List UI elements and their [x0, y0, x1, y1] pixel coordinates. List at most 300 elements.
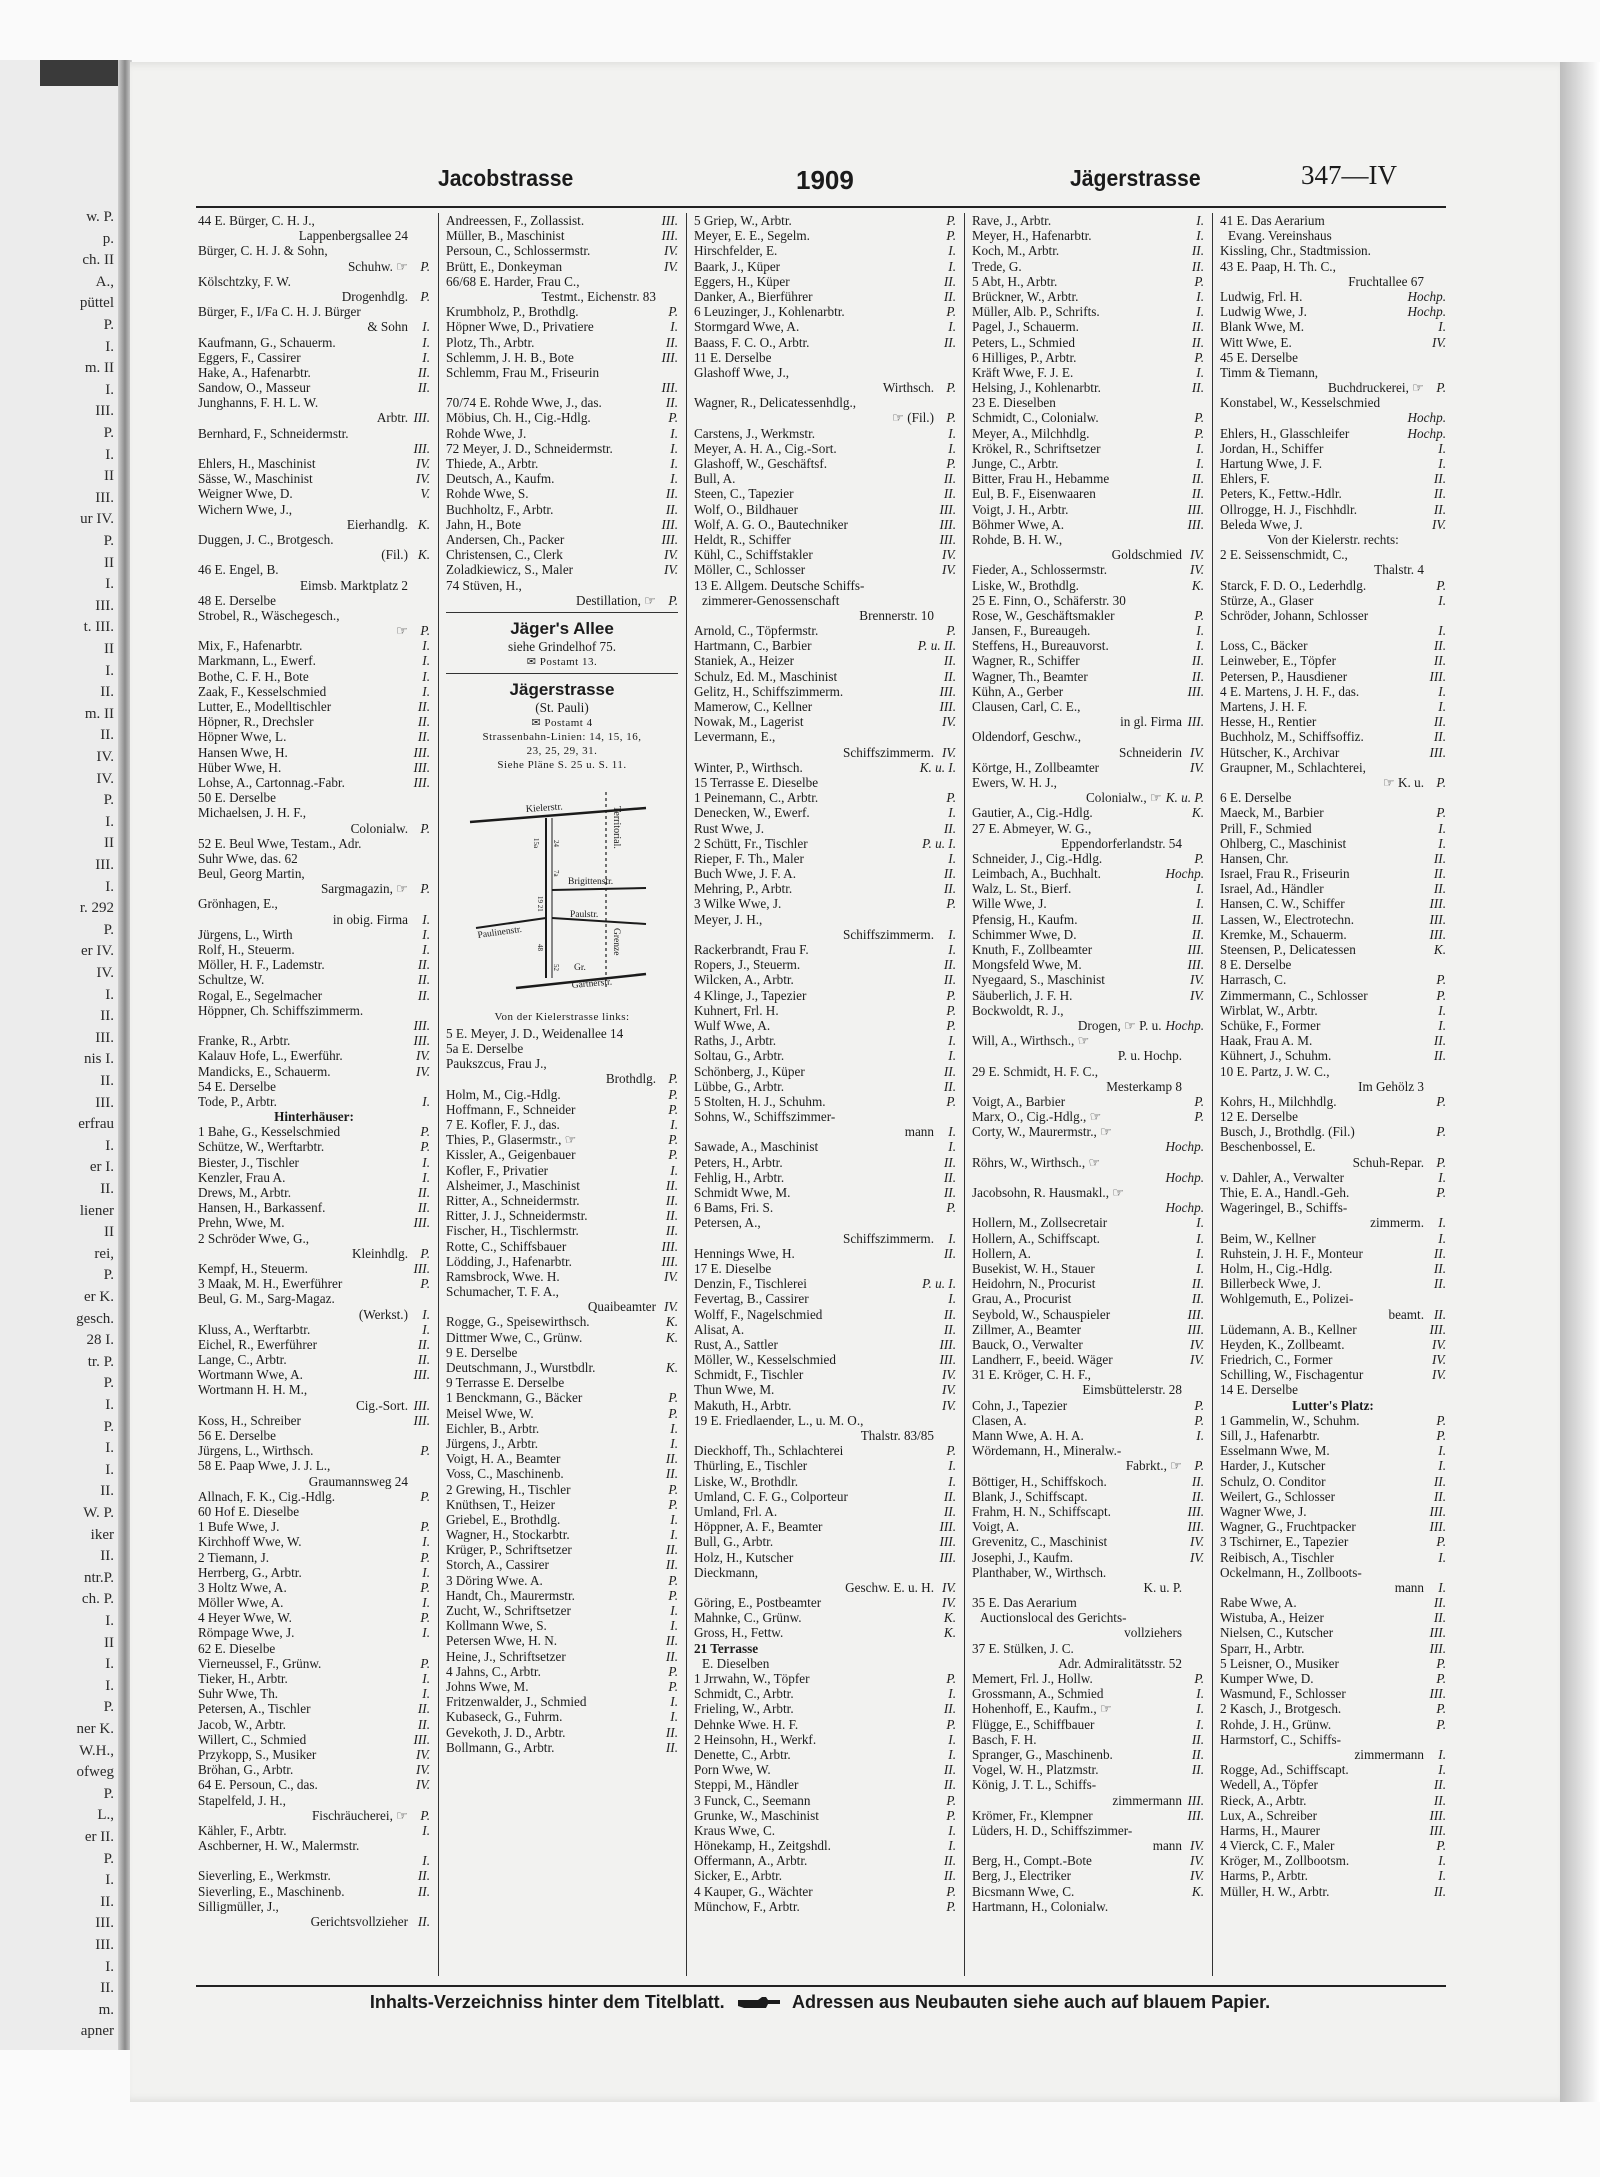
- left-page-fragment: II.: [100, 1548, 114, 1565]
- entry-text: zimmerer-Genossenschaft: [702, 592, 840, 608]
- entry-text: Haak, Frau A. M.: [1220, 1033, 1313, 1049]
- directory-entry: [1220, 1610, 1446, 1625]
- entry-floor: P.: [946, 304, 956, 320]
- directory-entry: [694, 1443, 956, 1458]
- entry-text: Wolf, O., Bildhauer: [694, 501, 799, 517]
- left-page-fragment: P.: [103, 921, 114, 938]
- entry-floor: IV.: [941, 562, 956, 578]
- entry-floor: Hochp.: [1165, 866, 1204, 882]
- directory-entry: [972, 1534, 1204, 1549]
- entry-text: Glashoff, W., Geschäftsf.: [694, 456, 828, 471]
- entry-floor: IV.: [941, 1397, 956, 1413]
- directory-entry: [694, 1504, 956, 1519]
- directory-entry: [972, 684, 1204, 699]
- entry-text: Nowak, M., Lagerist: [694, 714, 804, 730]
- directory-entry: [972, 775, 1204, 790]
- entry-floor: K.: [943, 1625, 956, 1641]
- entry-floor: [1424, 274, 1446, 289]
- entry-floor: P.: [420, 623, 430, 639]
- entry-text: mann: [1394, 1579, 1424, 1595]
- entry-text: 1 Gammelin, W., Schuhm.: [1220, 1412, 1360, 1428]
- entry-floor: P.: [420, 881, 430, 897]
- directory-entry: [198, 729, 430, 744]
- left-page-fragment: m. II: [84, 705, 114, 722]
- entry-text: Colonialw., ☞: [1085, 790, 1162, 806]
- entry-floor: [408, 1428, 430, 1443]
- left-page-fragment: II.: [100, 727, 114, 744]
- entry-floor: I.: [670, 1435, 678, 1451]
- entry-floor: P.: [1194, 1109, 1204, 1125]
- directory-entry: [972, 1307, 1204, 1322]
- directory-entry: [694, 1732, 956, 1747]
- directory-entry: [198, 1246, 430, 1261]
- entry-floor: III.: [661, 228, 678, 244]
- directory-entry: [694, 1064, 956, 1079]
- map-number: 7a: [552, 869, 560, 877]
- entry-text: Röhrs, W., Wirthsch., ☞: [972, 1154, 1101, 1170]
- left-page-fragment: liener: [79, 1202, 114, 1219]
- entry-text: Liske, W., Brothdlr.: [694, 1473, 799, 1489]
- entry-text: Deutschmann, J., Wurstbdlr.: [446, 1360, 596, 1375]
- directory-entry: [1220, 1443, 1446, 1458]
- entry-text: Höppner, Ch. Schiffszimmerm.: [198, 1002, 364, 1018]
- entry-floor: I.: [1196, 228, 1204, 244]
- entry-floor: P.: [1436, 1185, 1446, 1200]
- entry-text: 12 E. Derselbe: [1220, 1109, 1298, 1125]
- entry-floor: II.: [1191, 319, 1204, 335]
- entry-text: Kölschtzky, F. W.: [198, 273, 291, 289]
- entry-floor: I.: [422, 1625, 430, 1641]
- directory-entry: [694, 1793, 956, 1808]
- entry-text: Geschw. E. u. H.: [845, 1579, 934, 1595]
- directory-entry: [198, 1382, 430, 1397]
- directory-entry: [1220, 1762, 1446, 1777]
- entry-floor: P.: [668, 1101, 678, 1117]
- entry-floor: P.: [420, 1807, 430, 1823]
- directory-entry: [694, 1656, 956, 1671]
- entry-text: & Sohn: [367, 319, 408, 335]
- entry-text: Schneider, J., Cig.-Hdlg.: [972, 850, 1103, 866]
- left-page-fragment: I.: [105, 1677, 114, 1694]
- directory-entry: [198, 1337, 430, 1352]
- entry-floor: II.: [943, 1777, 956, 1793]
- left-page-fragment: P.: [103, 1418, 114, 1435]
- entry-text: Lutter's Platz:: [1292, 1397, 1374, 1413]
- directory-entry: [1220, 957, 1446, 972]
- entry-floor: II.: [943, 1063, 956, 1079]
- entry-floor: [408, 1641, 430, 1656]
- directory-entry: [446, 1284, 678, 1299]
- entry-floor: IV.: [941, 714, 956, 730]
- directory-entry: [198, 426, 430, 441]
- entry-floor: I.: [422, 1169, 430, 1185]
- directory-entry: [1220, 578, 1446, 593]
- entry-text: Rieper, F. Th., Maler: [694, 850, 804, 866]
- entry-floor: III.: [1429, 926, 1446, 942]
- entry-floor: P.: [946, 1898, 956, 1914]
- directory-entry: [972, 729, 1204, 744]
- entry-floor: III.: [939, 1519, 956, 1535]
- directory-entry: [694, 805, 956, 820]
- entry-text: Sparr, H., Arbtr.: [1220, 1640, 1305, 1656]
- entry-floor: I.: [948, 805, 956, 821]
- entry-text: Müller, Alb. P., Schrifts.: [972, 304, 1100, 320]
- directory-entry: [694, 335, 956, 350]
- entry-text: Kirchhoff Wwe, W.: [198, 1534, 302, 1550]
- left-page-fragment: I.: [105, 1958, 114, 1975]
- entry-floor: P.: [1436, 1701, 1446, 1717]
- entry-floor: III.: [1429, 744, 1446, 760]
- entry-floor: IV.: [663, 258, 678, 274]
- directory-entry: [972, 1382, 1204, 1397]
- left-page-fragment: I.: [105, 878, 114, 895]
- entry-text: Thalstr. 83/85: [860, 1428, 934, 1443]
- directory-entry: [694, 1337, 956, 1352]
- left-page-fragment: III.: [95, 1029, 114, 1046]
- entry-floor: III.: [1187, 714, 1204, 730]
- directory-entry: [972, 988, 1204, 1003]
- directory-entry: [972, 1413, 1204, 1428]
- entry-floor: [408, 532, 430, 547]
- directory-entry: [972, 1261, 1204, 1276]
- entry-floor: II.: [1191, 1731, 1204, 1747]
- entry-floor: III.: [939, 683, 956, 699]
- directory-entry: [694, 1033, 956, 1048]
- directory-entry: [694, 836, 956, 851]
- directory-entry: [1220, 456, 1446, 471]
- directory-entry: [198, 1762, 430, 1777]
- directory-entry: [972, 927, 1204, 942]
- entry-floor: P.: [946, 213, 956, 228]
- entry-text: Sieverling, E., Maschinenb.: [198, 1883, 345, 1899]
- entry-text: 3 Maak, M. H., Ewerführer: [198, 1276, 343, 1292]
- entry-text: Junghanns, F. H. L. W.: [198, 395, 319, 411]
- directory-entry: [972, 1033, 1204, 1048]
- entry-floor: [1424, 1382, 1446, 1397]
- entry-text: 1 Bahe, G., Kesselschmied: [198, 1124, 341, 1140]
- entry-floor: [1424, 790, 1446, 805]
- entry-floor: II.: [1433, 1033, 1446, 1049]
- entry-floor: [408, 502, 430, 517]
- entry-text: Buch Wwe, J. F. A.: [694, 866, 797, 882]
- footer-rule: [196, 1985, 1446, 1987]
- entry-text: Wasmund, F., Schlosser: [1220, 1686, 1346, 1702]
- directory-entry: [694, 1307, 956, 1322]
- directory-entry: [198, 1732, 430, 1747]
- page-number: 347—IV: [1301, 160, 1397, 190]
- entry-text: Quaibeamter: [587, 1299, 656, 1315]
- directory-entry: [694, 1565, 956, 1580]
- entry-text: zimmermann: [1354, 1746, 1424, 1762]
- directory-entry: [446, 1223, 678, 1238]
- entry-text: 6 E. Derselbe: [1220, 790, 1292, 806]
- entry-floor: I.: [1196, 1260, 1204, 1276]
- directory-entry: [198, 289, 430, 304]
- directory-entry: [198, 1853, 430, 1868]
- entry-text: 6 Hilliges, P., Arbtr.: [972, 349, 1077, 365]
- entry-floor: I.: [422, 942, 430, 957]
- entry-floor: I.: [1196, 1230, 1204, 1246]
- entry-text: Jordan, H., Schiffer: [1220, 440, 1324, 456]
- entry-floor: II.: [417, 1716, 430, 1732]
- entry-floor: [408, 1899, 430, 1914]
- directory-entry: [198, 1671, 430, 1686]
- entry-floor: II.: [665, 486, 678, 502]
- entry-text: [972, 1139, 1162, 1154]
- entry-floor: I.: [1438, 1017, 1446, 1033]
- entry-floor: P.: [1194, 1458, 1204, 1474]
- entry-floor: [934, 729, 956, 744]
- entry-floor: P.: [1194, 1412, 1204, 1428]
- directory-entry: [198, 669, 430, 684]
- entry-floor: III.: [1429, 1321, 1446, 1337]
- directory-entry: [198, 972, 430, 987]
- entry-floor: II.: [943, 1154, 956, 1170]
- entry-text: Andersen, Ch., Packer: [446, 531, 565, 547]
- entry-floor: P.: [1194, 850, 1204, 866]
- directory-entry: [1220, 1382, 1446, 1397]
- directory-entry: [198, 243, 430, 258]
- entry-text: Denecken, W., Ewerf.: [694, 805, 810, 821]
- entry-floor: [1424, 1079, 1446, 1094]
- directory-entry: [198, 1474, 430, 1489]
- entry-floor: II.: [943, 334, 956, 350]
- directory-entry: [446, 1330, 678, 1345]
- entry-floor: I.: [1196, 896, 1204, 912]
- entry-text: Plotz, Th., Arbtr.: [446, 334, 535, 350]
- entry-floor: P.: [1436, 987, 1446, 1003]
- entry-text: Trede, G.: [972, 258, 1022, 274]
- entry-text: Wilcken, A., Arbtr.: [694, 972, 794, 988]
- entry-floor: IV.: [1431, 1367, 1446, 1383]
- entry-text: vollziehers: [1124, 1625, 1182, 1641]
- directory-entry: [198, 274, 430, 289]
- left-page-fragment: II.: [100, 1980, 114, 1997]
- entry-floor: [1424, 228, 1446, 243]
- entry-floor: P.: [946, 380, 956, 396]
- directory-entry: [198, 1124, 430, 1139]
- directory-entry: [1220, 243, 1446, 258]
- entry-text: 11 E. Derselbe: [694, 349, 772, 365]
- entry-text: 37 E. Stülken, J. C.: [972, 1640, 1074, 1656]
- entry-text: K. u. P.: [1143, 1579, 1182, 1595]
- directory-entry: [198, 1443, 430, 1458]
- entry-floor: II.: [665, 395, 678, 411]
- entry-text: Fischer, H., Tischlermstr.: [446, 1223, 579, 1239]
- entry-text: Busekist, W. H., Stauer: [972, 1260, 1095, 1276]
- directory-entry: [694, 1474, 956, 1489]
- entry-floor: II.: [1191, 1488, 1204, 1504]
- directory-entry: [198, 1458, 430, 1473]
- directory-entry: [1220, 532, 1446, 547]
- directory-entry: [198, 1428, 430, 1443]
- directory-entry: [694, 760, 956, 775]
- directory-entry: [446, 350, 678, 365]
- entry-floor: II.: [417, 714, 430, 730]
- entry-floor: [656, 1284, 678, 1299]
- left-page-fragment: ch. II: [82, 252, 114, 269]
- directory-entry: [198, 699, 430, 714]
- entry-text: Schönberg, J., Küper: [694, 1063, 805, 1079]
- entry-text: Wortmann H. H. M.,: [198, 1382, 308, 1398]
- directory-entry: [694, 1155, 956, 1170]
- header-rule: [196, 206, 1446, 208]
- directory-entry: [446, 1041, 678, 1056]
- directory-entry: [694, 1109, 956, 1124]
- directory-entry: [972, 1671, 1204, 1686]
- directory-entry: [198, 1777, 430, 1792]
- directory-entry: [1220, 1489, 1446, 1504]
- directory-entry: [1220, 365, 1446, 380]
- entry-text: 50 E. Derselbe: [198, 790, 276, 806]
- entry-floor: P.: [1194, 349, 1204, 365]
- entry-text: Porn Wwe, W.: [694, 1762, 771, 1778]
- entry-text: Hartmann, C., Barbier: [694, 638, 812, 654]
- left-page-fragment: er K.: [84, 1289, 114, 1305]
- entry-text: 29 E. Schmidt, H. F. C.,: [972, 1063, 1099, 1079]
- entry-floor: IV.: [1189, 547, 1204, 563]
- entry-text: 45 E. Derselbe: [1220, 349, 1298, 365]
- entry-text: Hütscher, K., Archivar: [1220, 744, 1340, 760]
- directory-entry: [1220, 1656, 1446, 1671]
- entry-text: Lohse, A., Cartonnag.-Fabr.: [198, 774, 345, 790]
- entry-text: Billerbeck Wwe, J.: [1220, 1276, 1321, 1292]
- entry-floor: P.: [420, 1443, 430, 1459]
- entry-floor: IV.: [1431, 334, 1446, 350]
- directory-entry: [198, 1200, 430, 1215]
- entry-text: 27 E. Abmeyer, W. G.,: [972, 820, 1092, 836]
- entry-text: Winter, P., Wirthsch.: [694, 759, 803, 775]
- entry-floor: I.: [948, 258, 956, 274]
- entry-text: Möller, H. F., Lademstr.: [198, 957, 325, 973]
- left-street-heading: Jacobstrasse: [438, 165, 574, 191]
- entry-text: 9 E. Derselbe: [446, 1344, 518, 1360]
- column-divider: [438, 213, 439, 1976]
- directory-entry: [446, 1633, 678, 1648]
- entry-floor: P.: [946, 896, 956, 912]
- directory-entry: [694, 1550, 956, 1565]
- directory-entry: [694, 1048, 956, 1063]
- entry-floor: [1424, 259, 1446, 274]
- directory-entry: [446, 471, 678, 486]
- directory-entry: [198, 1155, 430, 1170]
- entry-floor: P.: [946, 987, 956, 1003]
- entry-text: Kissling, Chr., Stadtmission.: [1220, 243, 1371, 259]
- entry-text: Prill, F., Schmied: [1220, 820, 1312, 836]
- left-page-fragment: er IV.: [80, 943, 114, 960]
- left-page-fragment: I.: [105, 1397, 114, 1413]
- entry-floor: K.: [1191, 577, 1204, 593]
- directory-entry: [1220, 1261, 1446, 1276]
- entry-text: 1 Jrrwahn, W., Töpfer: [694, 1671, 810, 1686]
- directory-entry: [694, 957, 956, 972]
- entry-floor: [408, 608, 430, 623]
- entry-floor: I.: [948, 942, 956, 957]
- left-page-fragment: II.: [100, 1483, 114, 1500]
- directory-entry: [198, 319, 430, 334]
- directory-entry: [694, 1200, 956, 1215]
- entry-text: Mandicks, E., Schauerm.: [198, 1063, 331, 1079]
- jaegers-allee-reference: siehe Grindelhof 75.: [507, 638, 617, 654]
- entry-text: [198, 1018, 408, 1033]
- entry-text: Pagel, J., Schauerm.: [972, 319, 1079, 335]
- entry-floor: II.: [943, 1868, 956, 1884]
- entry-floor: I.: [1438, 1853, 1446, 1869]
- directory-entry: [694, 1246, 956, 1261]
- entry-floor: P.: [1194, 410, 1204, 426]
- directory-entry: [446, 1542, 678, 1557]
- directory-entry: [1220, 1853, 1446, 1868]
- directory-entry: [694, 1458, 956, 1473]
- entry-text: Jacobsohn, R. Hausmakl., ☞: [972, 1185, 1125, 1200]
- entry-text: Meyer, H., Hafenarbtr.: [972, 228, 1092, 244]
- entry-text: Möbius, Ch. H., Cig.-Hdlg.: [446, 410, 591, 426]
- entry-floor: I.: [948, 1838, 956, 1854]
- entry-floor: [1182, 1079, 1204, 1094]
- directory-entry: [198, 1625, 430, 1640]
- directory-entry: [446, 274, 678, 289]
- entry-text: 74 Stüven, H.,: [446, 577, 522, 593]
- directory-entry: [972, 1808, 1204, 1823]
- entry-floor: [1182, 1003, 1204, 1018]
- entry-text: Thie, E. A., Handl.-Geh.: [1220, 1185, 1350, 1200]
- entry-text: 4 Heyer Wwe, W.: [198, 1610, 292, 1626]
- left-page-fragment: II.: [100, 1008, 114, 1025]
- entry-text: 4 E. Martens, J. H. F., das.: [1220, 683, 1360, 699]
- directory-entry: [1220, 547, 1446, 562]
- entry-floor: P.: [946, 1807, 956, 1823]
- directory-entry: [1220, 319, 1446, 334]
- directory-entry: [694, 942, 956, 957]
- entry-floor: III.: [1429, 1519, 1446, 1535]
- entry-text: Ehlers, F.: [1220, 471, 1270, 487]
- entry-floor: II.: [943, 1306, 956, 1322]
- entry-text: Alisat, A.: [694, 1321, 745, 1337]
- entry-floor: II.: [417, 729, 430, 745]
- entry-text: Bauck, O., Verwalter: [972, 1336, 1083, 1352]
- entry-text: Hinterhäuser:: [274, 1109, 354, 1125]
- entry-text: Holm, M., Cig.-Hdlg.: [446, 1086, 561, 1102]
- directory-entry: [972, 335, 1204, 350]
- directory-entry: [446, 1482, 678, 1497]
- left-page-fragment: I.: [105, 338, 114, 355]
- entry-text: [198, 441, 408, 456]
- adjacent-left-page: [0, 60, 128, 2050]
- entry-floor: II.: [1191, 486, 1204, 502]
- directory-entry: [694, 1686, 956, 1701]
- left-page-fragment: P.: [103, 533, 114, 549]
- directory-entry: [694, 456, 956, 471]
- entry-floor: III.: [413, 1367, 430, 1383]
- entry-floor: III.: [939, 1534, 956, 1550]
- directory-entry: [446, 1497, 678, 1512]
- directory-entry: [972, 304, 1204, 319]
- directory-entry: [694, 1884, 956, 1899]
- entry-text: 21 Terrasse: [694, 1640, 759, 1656]
- directory-entry: [694, 912, 956, 927]
- entry-text: Cig.-Sort.: [355, 1397, 408, 1413]
- directory-entry: [1220, 517, 1446, 532]
- directory-entry: [972, 502, 1204, 517]
- entry-floor: Hochp.: [1407, 288, 1446, 304]
- entry-text: Voigt, J. H., Arbtr.: [972, 501, 1069, 517]
- entry-text: Wirthsch.: [882, 380, 934, 396]
- entry-text: 23 E. Dieselben: [972, 395, 1056, 411]
- directory-entry: [1220, 1686, 1446, 1701]
- directory-entry: [446, 562, 678, 577]
- entry-text: Eggers, H., Küper: [694, 273, 790, 289]
- entry-floor: I.: [670, 1603, 678, 1618]
